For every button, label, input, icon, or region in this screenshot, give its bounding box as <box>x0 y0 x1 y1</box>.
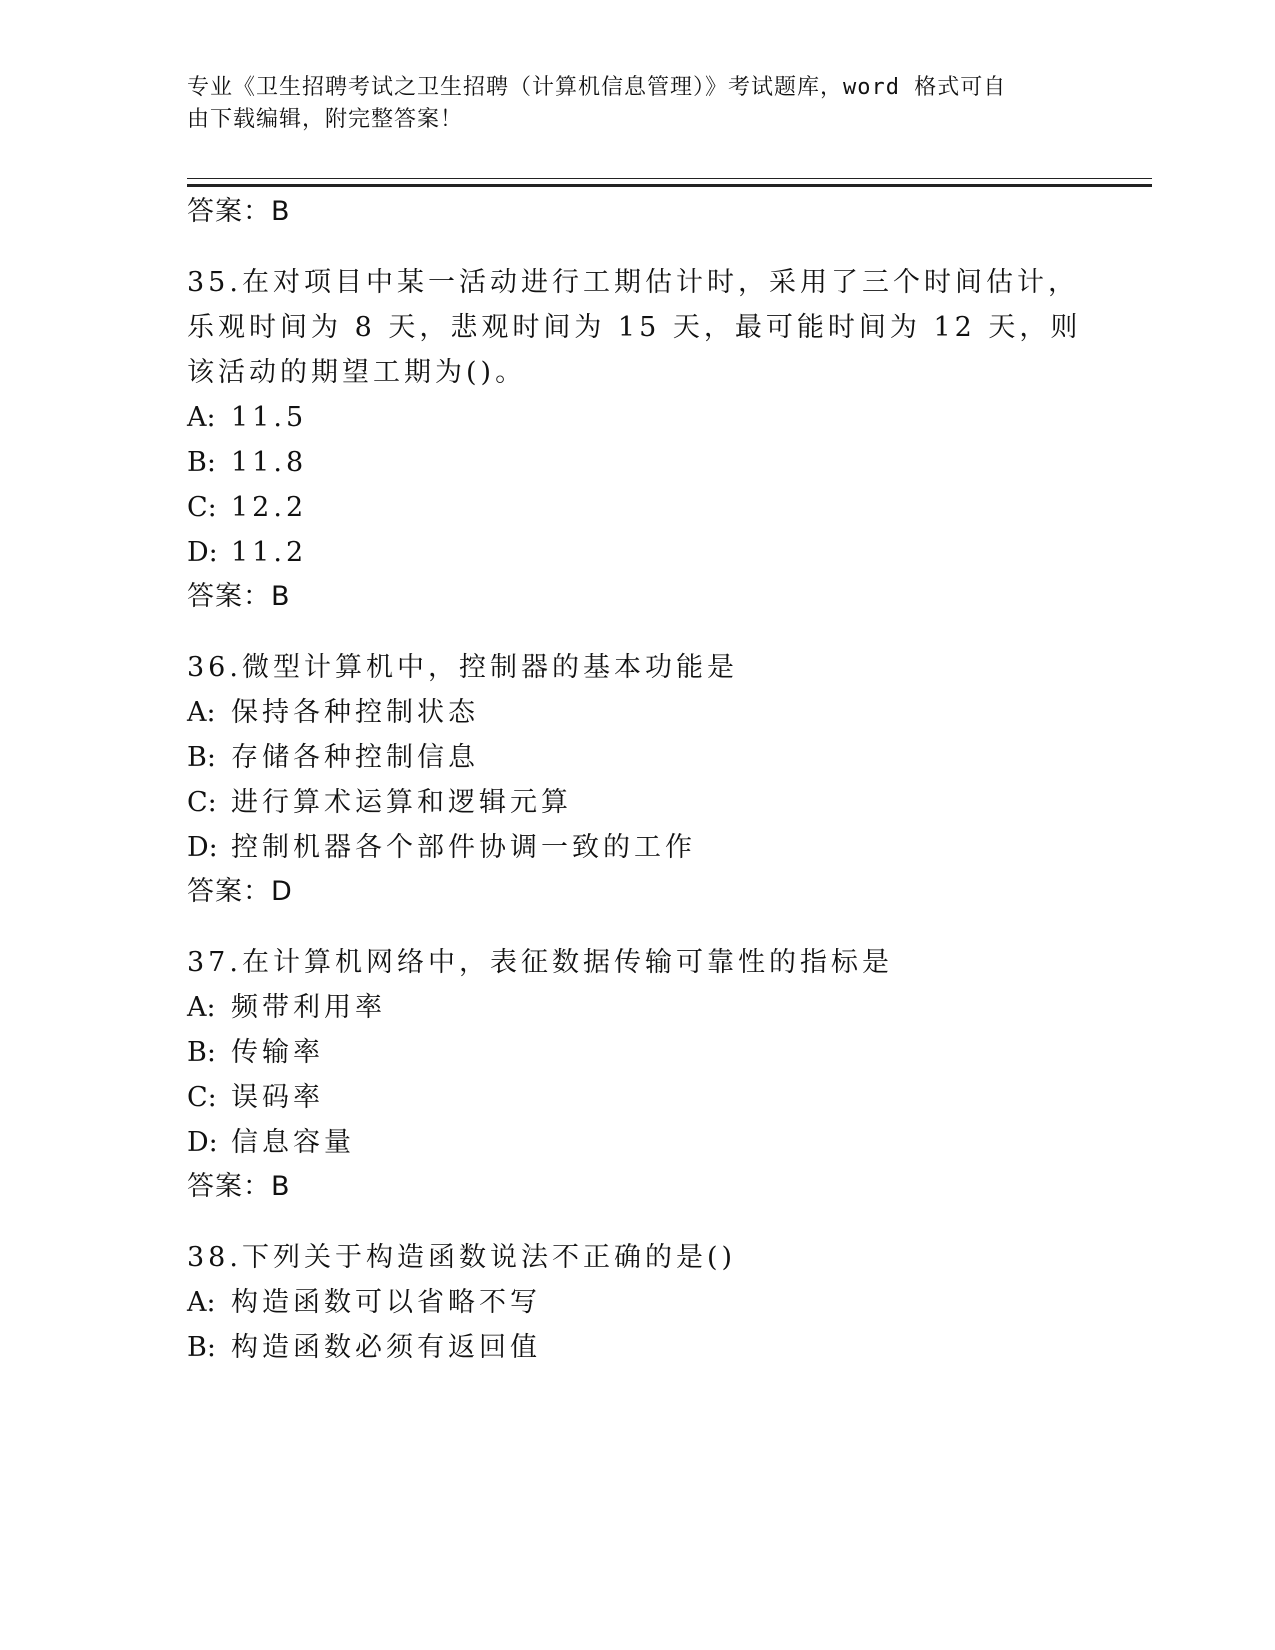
question-text: 36.微型计算机中，控制器的基本功能是 <box>187 652 738 683</box>
document-header <box>187 72 1067 136</box>
option-text: 频带利用率 <box>231 992 386 1023</box>
answer: 答案：B <box>187 581 291 612</box>
option-text: 传输率 <box>231 1037 324 1068</box>
option-label: D: <box>187 1127 218 1158</box>
option-label: D: <box>187 537 218 568</box>
option-label: C: <box>187 492 217 523</box>
option-text: 11.8 <box>231 447 308 478</box>
option-c <box>187 485 1087 530</box>
option-text: 12.2 <box>231 492 308 523</box>
option-text: 信息容量 <box>231 1127 355 1158</box>
option-text: 构造函数必须有返回值 <box>231 1332 541 1363</box>
question-38 <box>187 1235 1087 1370</box>
option-a <box>187 395 1087 440</box>
option-b <box>187 735 1087 780</box>
header-divider-thin <box>187 178 1152 179</box>
option-d <box>187 825 1087 870</box>
option-a <box>187 690 1087 735</box>
option-label: B: <box>187 742 216 773</box>
option-label: B: <box>187 1037 216 1068</box>
option-text: 控制机器各个部件协调一致的工作 <box>231 832 696 863</box>
question-text: 38.下列关于构造函数说法不正确的是() <box>187 1242 737 1273</box>
option-b <box>187 1030 1087 1075</box>
option-label: A: <box>187 1287 216 1318</box>
option-a <box>187 1280 1087 1325</box>
question-list <box>187 190 1087 1370</box>
option-label: B: <box>187 447 216 478</box>
option-text: 误码率 <box>231 1082 324 1113</box>
option-text: 11.2 <box>231 537 308 568</box>
question-35 <box>187 260 1087 619</box>
option-a <box>187 985 1087 1030</box>
header-line-2: 由下载编辑，附完整答案！ <box>187 107 464 132</box>
answer: 答案：D <box>187 876 293 907</box>
option-d <box>187 1120 1087 1165</box>
header-divider-thick <box>187 184 1152 187</box>
question-37 <box>187 940 1087 1209</box>
option-text: 存储各种控制信息 <box>231 742 479 773</box>
option-b <box>187 440 1087 485</box>
option-text: 保持各种控制状态 <box>231 697 479 728</box>
answer: 答案：B <box>187 1171 291 1202</box>
option-text: 进行算术运算和逻辑元算 <box>231 787 572 818</box>
option-text: 11.5 <box>231 402 308 433</box>
option-label: B: <box>187 1332 216 1363</box>
option-label: C: <box>187 787 217 818</box>
option-label: D: <box>187 832 218 863</box>
option-label: C: <box>187 1082 217 1113</box>
option-label: A: <box>187 992 216 1023</box>
question-36 <box>187 645 1087 914</box>
option-c <box>187 1075 1087 1120</box>
question-text: 37.在计算机网络中，表征数据传输可靠性的指标是 <box>187 947 893 978</box>
question-text: 35.在对项目中某一活动进行工期估计时，采用了三个时间估计，乐观时间为 8 天，悲观时间为 15 天，最可能时间为 12 天，则该活动的期望工期为()。 <box>187 267 1082 388</box>
header-line-1: 专业《卫生招聘考试之卫生招聘（计算机信息管理）》考试题库，word 格式可自 <box>187 75 1007 100</box>
option-b <box>187 1325 1087 1370</box>
option-d <box>187 530 1087 575</box>
option-label: A: <box>187 697 216 728</box>
option-text: 构造函数可以省略不写 <box>231 1287 541 1318</box>
answer-previous: 答案：B <box>187 196 291 227</box>
option-c <box>187 780 1087 825</box>
option-label: A: <box>187 402 216 433</box>
